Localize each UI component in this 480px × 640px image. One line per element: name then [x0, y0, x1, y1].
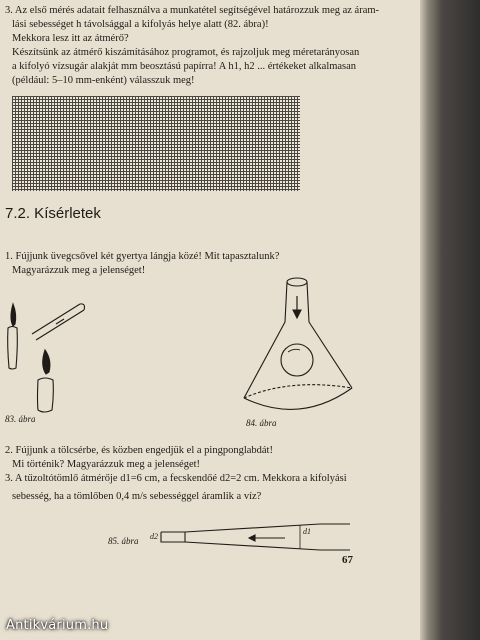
problem-3-line-1: 3. Az első mérés adatait felhasználva a munkatétel segítségével határozzuk meg az áram- — [5, 5, 380, 16]
millimeter-grid-paper — [12, 96, 300, 191]
problem-2-line-1: 2. Fújjunk a tölcsérbe, és közben engedjük el a pingponglabdát! — [5, 445, 273, 456]
figure-85-hose — [155, 518, 355, 548]
problem-3-line-3: Mekkora lesz itt az átmérő? — [12, 33, 129, 44]
book-edge-shadow — [420, 0, 480, 640]
watermark-logo: Antikvárium.hu — [6, 618, 109, 633]
figure-83-caption: 83. ábra — [5, 414, 36, 424]
figure-85-label-d1: d1 — [303, 527, 311, 536]
problem-3-line-5: a kifolyó vízsugár alakját mm beosztású papírra! A h1, h2 ... értékeket alkalmasan — [12, 61, 357, 72]
problem-1-line-2: Magyarázzuk meg a jelenséget! — [12, 265, 146, 276]
problem-3b-line-2: sebesség, ha a tömlőben 0,4 m/s sebességgel áramlik a víz? — [12, 491, 262, 502]
problem-2-line-2: Mi történik? Magyarázzuk meg a jelenséget! — [12, 459, 201, 470]
problem-3b-line-1: 3. A tűzoltótömlő átmérője d1=6 cm, a fecskendőé d2=2 cm. Mekkora a kifolyási — [5, 473, 347, 484]
figure-85-caption: 85. ábra — [108, 536, 139, 546]
figure-85-label-d2: d2 — [150, 532, 158, 541]
section-heading: 7.2. Kísérletek — [5, 205, 101, 222]
figure-83-candles — [4, 290, 94, 420]
problem-3-line-2: lási sebességet h távolsággal a kifolyás helye alatt (82. ábra)! — [12, 19, 269, 30]
figure-84-funnel — [240, 270, 360, 430]
figure-84-caption: 84. ábra — [246, 418, 277, 428]
problem-3-line-4: Készítsünk az átmérő kiszámításához programot, és rajzoljuk meg méretarányosan — [12, 47, 360, 58]
page-number: 67 — [342, 554, 353, 566]
problem-1-line-1: 1. Fújjunk üvegcsővel két gyertya lángja közé! Mit tapasztalunk? — [5, 251, 280, 262]
problem-3-line-6: (például: 5–10 mm-enként) válasszuk meg! — [12, 75, 195, 86]
